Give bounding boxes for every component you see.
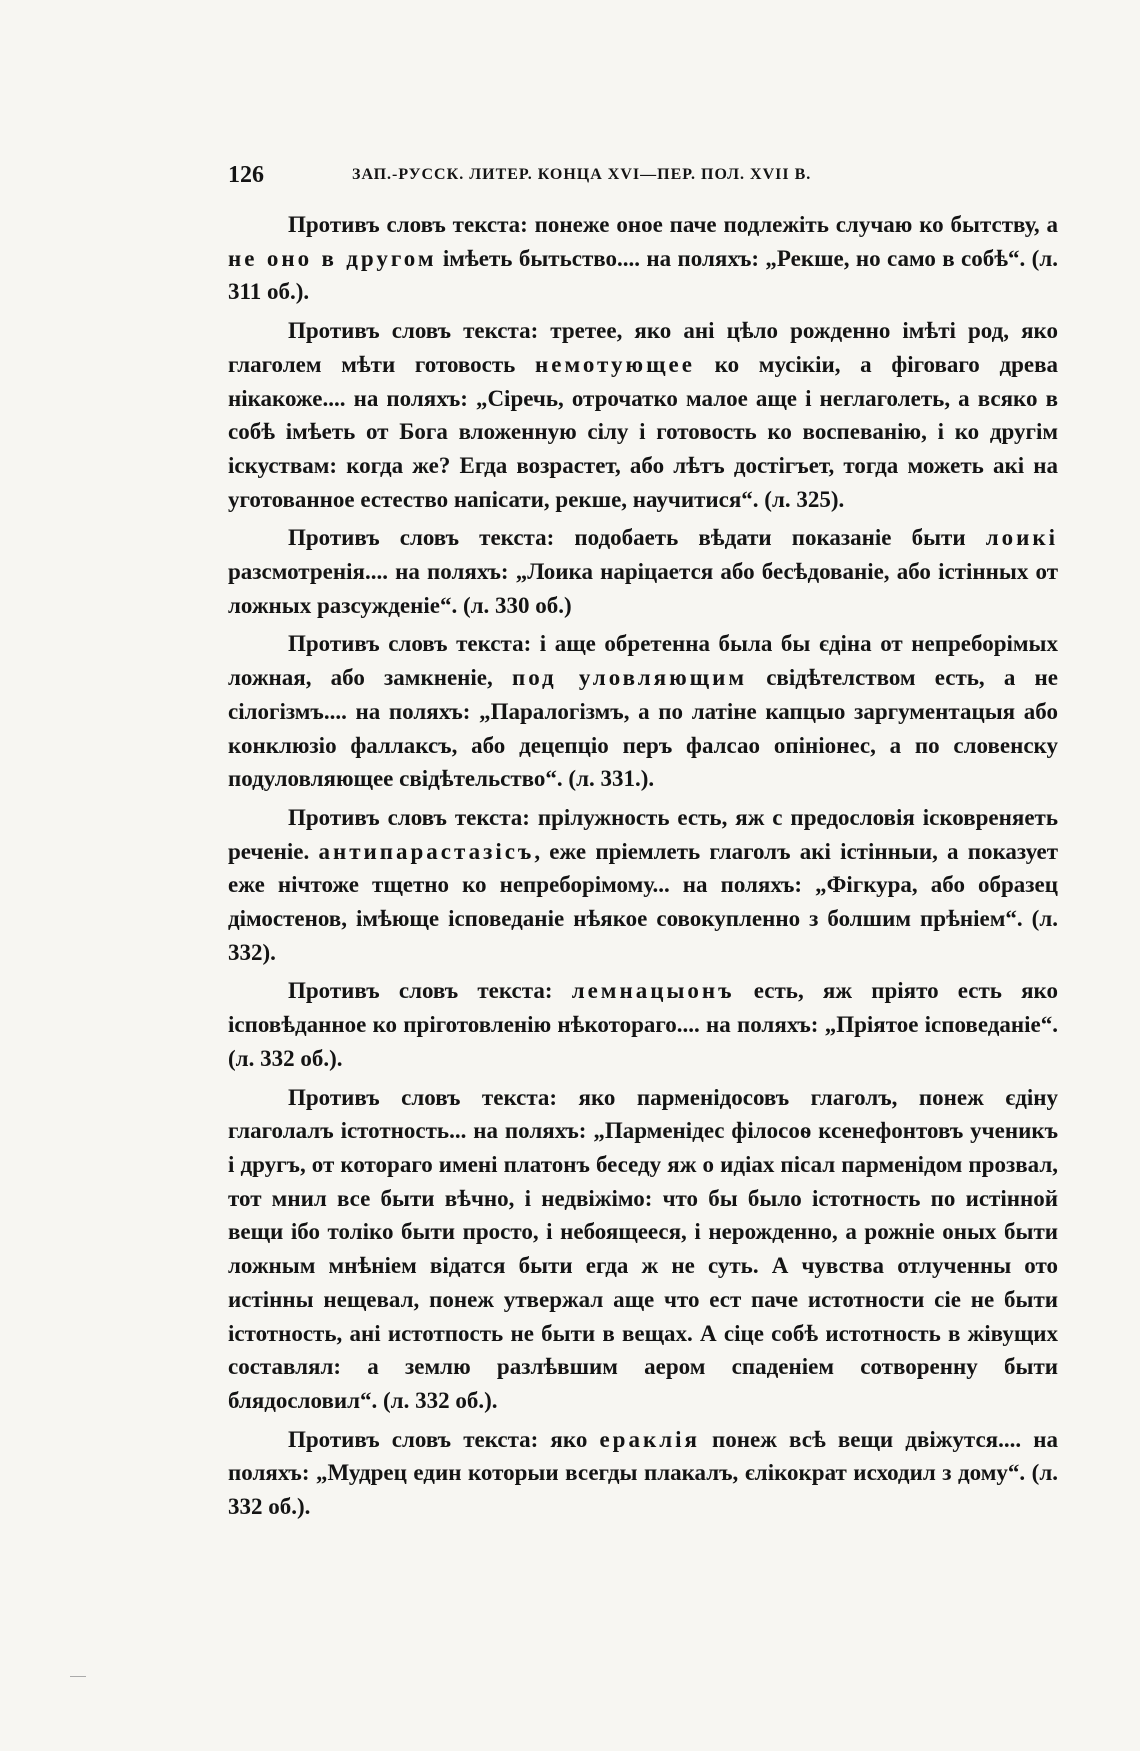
paragraph	[228, 627, 1058, 796]
text-run: свідѣтелством есть, а не сілогізмъ.... на поляхъ: „Паралогізмъ, а по латіне капцыо заргументацыя або конклюзіо фаллаксъ, або децепціо перъ фалсао опініонес, а по словенску подуловляющее свідѣтельство“. (л. 331.).	[228, 665, 1059, 792]
text-run: Противъ словъ текста: понеже оное паче подлежіть случаю ко бытству, а	[288, 212, 1058, 237]
text-run: разсмотренія.... на поляхъ: „Лоика наріцается або бесѣдованіе, або істінных от ложных разсужденіе“. (л. 330 об.)	[228, 559, 1058, 618]
text-run: імѣеть бытьство.... на поляхъ: „Рекше, но само в собѣ“. (л. 311 об.).	[228, 245, 1058, 305]
paragraph	[228, 1081, 1058, 1418]
spaced-text: лоикі	[985, 525, 1058, 551]
text-run: Противъ словъ текста: третее, яко ані цѣло рожденно імѣті род, яко глаголем мѣти готовость	[228, 318, 1058, 377]
text-run: Противъ словъ текста: і аще обретенна была бы єдіна от непреборімых ложная, або замкненіе,	[228, 631, 1058, 691]
spaced-text: не оно в другом	[228, 245, 437, 271]
spaced-text: лемнацыонъ	[571, 978, 735, 1004]
text-run: есть, яж пріято есть яко ісповѣданное ко пріготовленію нѣкотораго.... на поляхъ: „Пріятое ісповеданіе“. (л. 332 об.).	[228, 978, 1058, 1071]
paragraph	[228, 521, 1058, 622]
page-header	[228, 150, 1058, 190]
text-run: Противъ словъ текста: яко парменідосовъ глаголъ, понеж єдіну глаголалъ істотность... на поляхъ: „Парменідес філосоѳ ксенефонтовъ ученикъ і другъ, от котораго имені платонъ беседу яж о идіах пісал парменідом прозвал, тот мнил все быти вѣчно, і недвіжімо: что бы было істотность по истінной вещи ібо толіко быти просто, і небоящееся, і нерожденно, а рожніе оных быти ложным мнѣніем відатся быти егда ж не суть. А чувства отлученны ото истінны нещевал, понеж утвержал аще что ест паче истотности сіе не быти істотность, ані истотпость не быти в вещах. А сіце собѣ истотность в жівущих составлял: а землю разлѣвшим аером спаденіем сотворенну быти блядословил“. (л. 332 об.).	[228, 1084, 1058, 1413]
paragraph	[228, 1423, 1058, 1524]
text-run: , еже пріемлеть глаголъ акі істінныи, а показует еже нічтоже тщетно ко непреборімому... на поляхъ: „Фігкура, або образец дімостенов, імѣюще ісповеданіе нѣякое совокупленно з болшим прѣніем“. (л. 332).	[228, 838, 1058, 965]
paragraph	[228, 208, 1058, 309]
spaced-text: под уловляющим	[511, 665, 748, 691]
text-run: понеж всѣ вещи двіжутся.... на поляхъ: „Мудрец един которыи всегды плакалъ, єлікократ исходил з дому“. (л. 332 об.).	[228, 1426, 1058, 1520]
text-run: Противъ словъ текста: подобаеть вѣдати показаніе быти	[288, 525, 986, 551]
paragraph	[228, 974, 1058, 1075]
text-run: Противъ словъ текста: яко	[288, 1426, 600, 1452]
spaced-text: немотующее	[535, 351, 695, 377]
page	[228, 150, 1058, 1529]
page-number: 126	[228, 162, 264, 188]
margin-mark	[70, 1676, 86, 1677]
running-title: ЗАП.-РУССК. ЛИТЕР. КОНЦА XVI—ПЕР. ПОЛ. XVII В.	[352, 166, 812, 183]
text-run: ко мусікіи, а фіговаго древа нікакоже.... на поляхъ: „Сіречь, отрочатко малое аще і неглаголеть, а всяко в собѣ імѣеть от Бога вложенную сілу і готовость ко воспеванію, і ко другім іскуствам: когда же? Егда возрастет, або лѣтъ достігъет, тогда можеть акі на уготованное естество напісати, рекше, научитися“. (л. 325).	[228, 351, 1058, 512]
text-run: Противъ словъ текста:	[288, 978, 572, 1004]
spaced-text: антипарастазісъ	[318, 838, 535, 864]
paragraph	[228, 314, 1058, 516]
text-run: Противъ словъ текста: прілужность есть, яж с предословія ісковреняеть реченіе.	[228, 804, 1058, 864]
spaced-text: ераклія	[599, 1426, 700, 1452]
body-text	[228, 208, 1058, 1524]
paragraph	[228, 801, 1058, 970]
